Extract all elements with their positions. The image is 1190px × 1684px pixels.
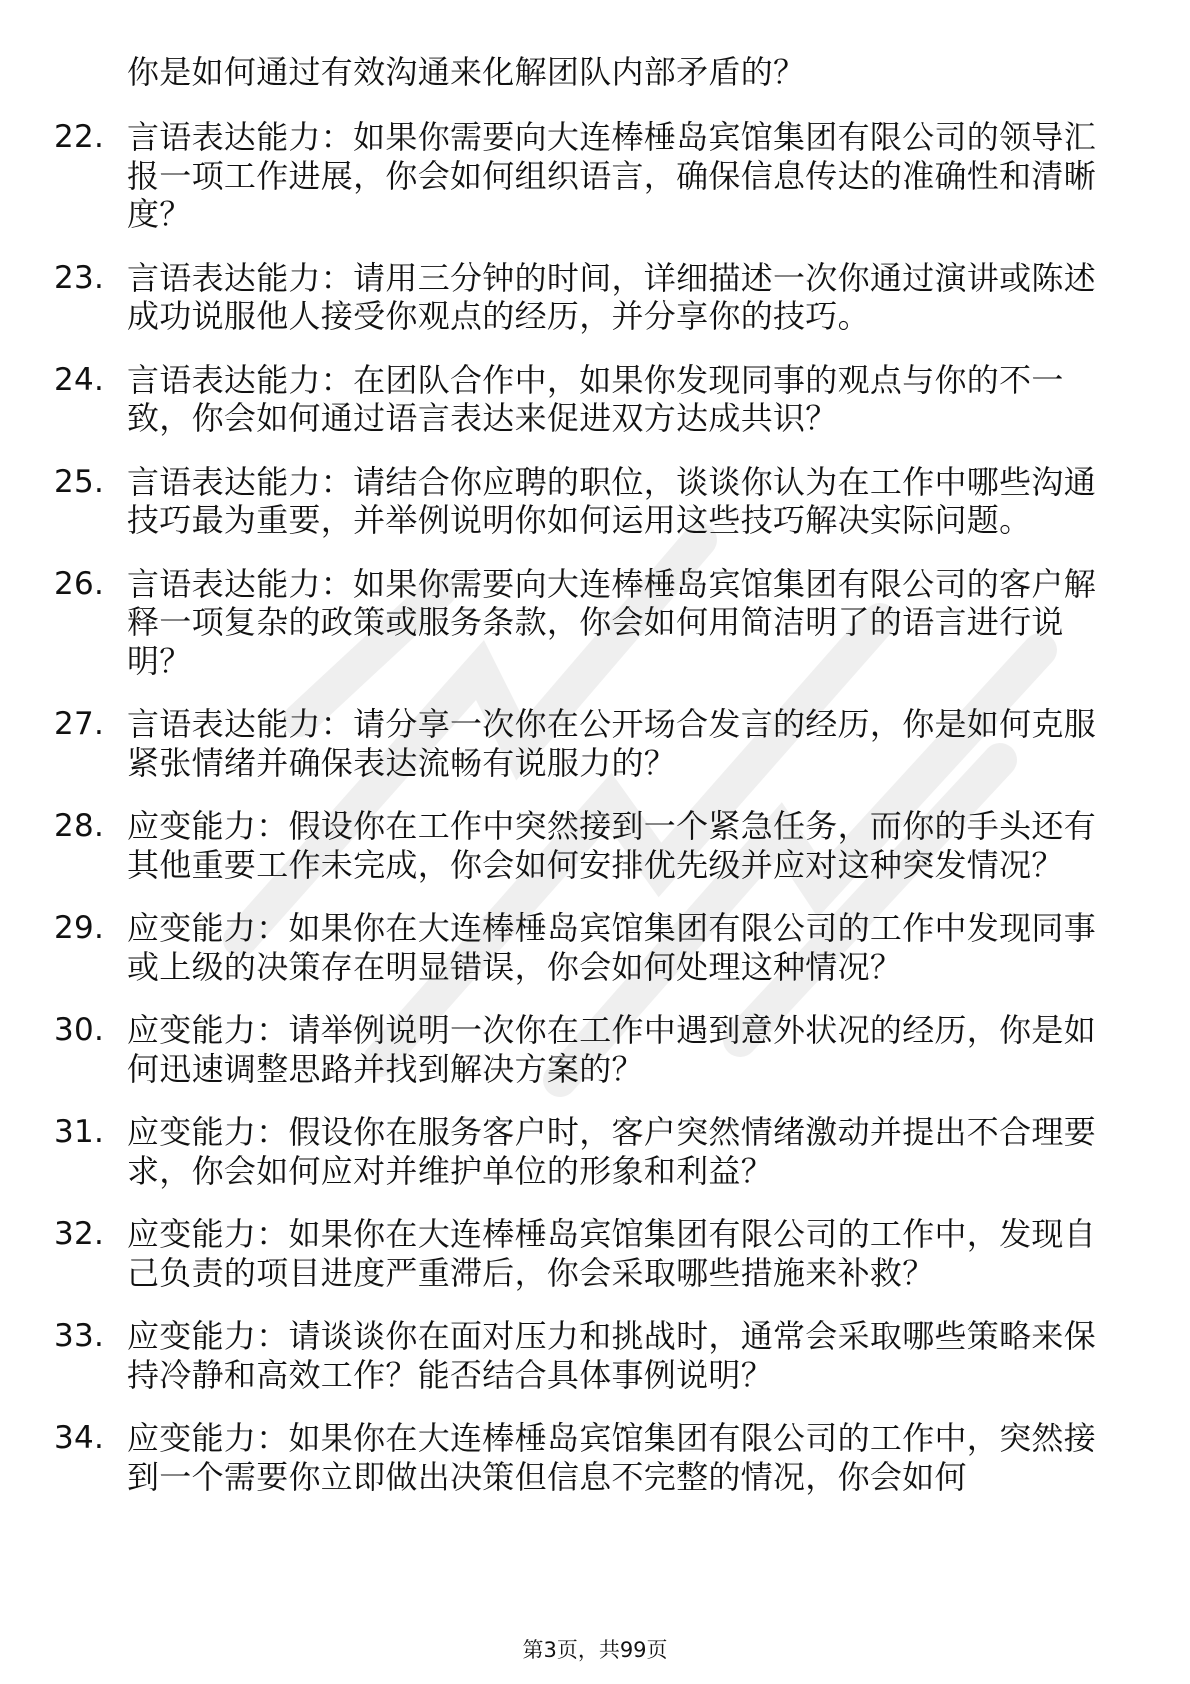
- question-number: 27.: [54, 706, 105, 742]
- question-item-30: [54, 1011, 1124, 1088]
- question-text: 应变能力：请谈谈你在面对压力和挑战时，通常会采取哪些策略来保持冷静和高效工作？能否结合具体事例说明？: [127, 1317, 1097, 1394]
- page-number-footer: 第3页，共99页: [522, 1638, 668, 1662]
- question-item-22: [54, 118, 1124, 234]
- question-item-28: [54, 807, 1124, 884]
- question-item-24: [54, 361, 1124, 438]
- question-text: 应变能力：假设你在服务客户时，客户突然情绪激动并提出不合理要求，你会如何应对并维护单位的形象和利益？: [127, 1113, 1097, 1190]
- question-item-31: [54, 1113, 1124, 1190]
- question-text: 言语表达能力：在团队合作中，如果你发现同事的观点与你的不一致，你会如何通过语言表达来促进双方达成共识？: [127, 360, 1064, 437]
- question-item-26: [54, 565, 1124, 681]
- question-text: 应变能力：如果你在大连棒棰岛宾馆集团有限公司的工作中，发现自己负责的项目进度严重滞后，你会采取哪些措施来补救？: [127, 1215, 1097, 1292]
- question-item-32: [54, 1215, 1124, 1292]
- question-number: 28.: [54, 808, 105, 844]
- question-number: 31.: [54, 1114, 105, 1150]
- question-text: 应变能力：假设你在工作中突然接到一个紧急任务，而你的手头还有其他重要工作未完成，你会如何安排优先级并应对这种突发情况？: [127, 807, 1097, 884]
- question-item-27: [54, 705, 1124, 782]
- question-number: 29.: [54, 910, 105, 946]
- question-text: 言语表达能力：请结合你应聘的职位，谈谈你认为在工作中哪些沟通技巧最为重要，并举例说明你如何运用这些技巧解决实际问题。: [127, 462, 1097, 539]
- question-list: [54, 118, 1124, 1521]
- question-number: 22.: [54, 119, 105, 155]
- question-text: 应变能力：如果你在大连棒棰岛宾馆集团有限公司的工作中发现同事或上级的决策存在明显错误，你会如何处理这种情况？: [127, 909, 1097, 986]
- question-number: 24.: [54, 361, 105, 398]
- question-number: 23.: [54, 259, 105, 296]
- question-number: 26.: [54, 565, 105, 602]
- question-item-34: [54, 1419, 1124, 1496]
- question-item-29: [54, 909, 1124, 986]
- question-text: 言语表达能力：请分享一次你在公开场合发言的经历，你是如何克服紧张情绪并确保表达流畅有说服力的？: [127, 705, 1097, 782]
- question-number: 25.: [54, 463, 105, 500]
- question-number: 33.: [54, 1318, 105, 1354]
- question-number: 32.: [54, 1216, 105, 1252]
- question-item-33: [54, 1317, 1124, 1394]
- question-number: 30.: [54, 1012, 105, 1048]
- question-text: 言语表达能力：请用三分钟的时间，详细描述一次你通过演讲或陈述成功说服他人接受你观点的经历，并分享你的技巧。: [127, 258, 1097, 335]
- question-item-23: [54, 259, 1124, 336]
- question-text: 应变能力：如果你在大连棒棰岛宾馆集团有限公司的工作中，突然接到一个需要你立即做出决策但信息不完整的情况，你会如何: [127, 1419, 1097, 1496]
- continued-question-line: 你是如何通过有效沟通来化解团队内部矛盾的？: [127, 53, 806, 91]
- question-text: 应变能力：请举例说明一次你在工作中遇到意外状况的经历，你是如何迅速调整思路并找到解决方案的？: [127, 1011, 1097, 1088]
- question-number: 34.: [54, 1420, 105, 1456]
- question-item-25: [54, 463, 1124, 540]
- question-text: 言语表达能力：如果你需要向大连棒棰岛宾馆集团有限公司的客户解释一项复杂的政策或服务条款，你会如何用简洁明了的语言进行说明？: [127, 564, 1097, 680]
- question-text: 言语表达能力：如果你需要向大连棒棰岛宾馆集团有限公司的领导汇报一项工作进展，你会如何组织语言，确保信息传达的准确性和清晰度？: [127, 118, 1097, 233]
